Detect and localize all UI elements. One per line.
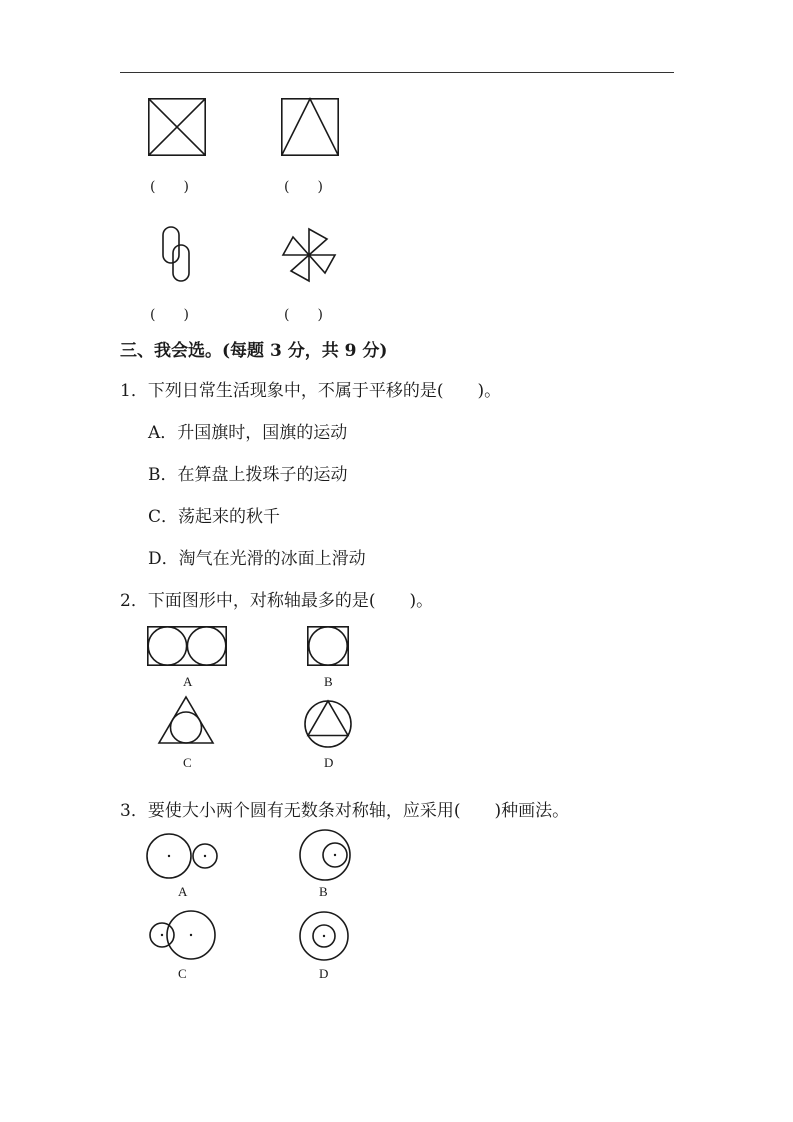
- circles-intersecting-icon[interactable]: [149, 910, 219, 960]
- triangle-inscribed-circle-icon[interactable]: [158, 696, 214, 744]
- q3-label-c: C: [178, 966, 187, 981]
- square-inscribed-circle-icon[interactable]: [307, 626, 349, 666]
- q2-label-c: C: [183, 755, 192, 770]
- q3-label-a: A: [178, 884, 188, 899]
- section-heading: 三、我会选。(每题 3 分，共 9 分): [120, 341, 388, 361]
- q3-label-d: D: [319, 966, 329, 981]
- question-3-stem: 3．要使大小两个圆有无数条对称轴，应采用( )种画法。: [120, 801, 570, 821]
- question-1-stem: 1．下列日常生活现象中，不属于平移的是( )。: [120, 381, 502, 401]
- rectangle-two-circles-icon[interactable]: [147, 626, 227, 666]
- square-with-diagonals-icon: [148, 98, 206, 156]
- q3-label-b: B: [319, 884, 328, 899]
- concentric-circles-icon[interactable]: [299, 911, 349, 961]
- answer-blank-1[interactable]: ( ): [150, 179, 189, 195]
- header-rule: [120, 72, 674, 73]
- q2-label-a: A: [183, 674, 193, 689]
- answer-blank-3[interactable]: ( ): [150, 307, 189, 323]
- square-with-triangle-icon: [281, 98, 339, 156]
- q2-label-b: B: [324, 674, 333, 689]
- question-2-stem: 2．下面图形中，对称轴最多的是( )。: [120, 591, 434, 611]
- pinwheel-icon: [280, 226, 338, 284]
- question-1-option-b[interactable]: B．在算盘上拨珠子的运动: [148, 465, 348, 485]
- question-1-option-c[interactable]: C．荡起来的秋千: [148, 507, 281, 527]
- circles-external-icon[interactable]: [146, 833, 220, 879]
- answer-blank-2[interactable]: ( ): [284, 179, 323, 195]
- question-1-option-d[interactable]: D．淘气在光滑的冰面上滑动: [148, 549, 366, 569]
- linked-rings-icon: [160, 225, 194, 285]
- q2-label-d: D: [324, 755, 334, 770]
- question-1-option-a[interactable]: A．升国旗时，国旗的运动: [148, 423, 348, 443]
- answer-blank-4[interactable]: ( ): [284, 307, 323, 323]
- circle-inscribed-triangle-icon[interactable]: [304, 700, 352, 748]
- circles-internally-tangent-icon[interactable]: [298, 829, 358, 881]
